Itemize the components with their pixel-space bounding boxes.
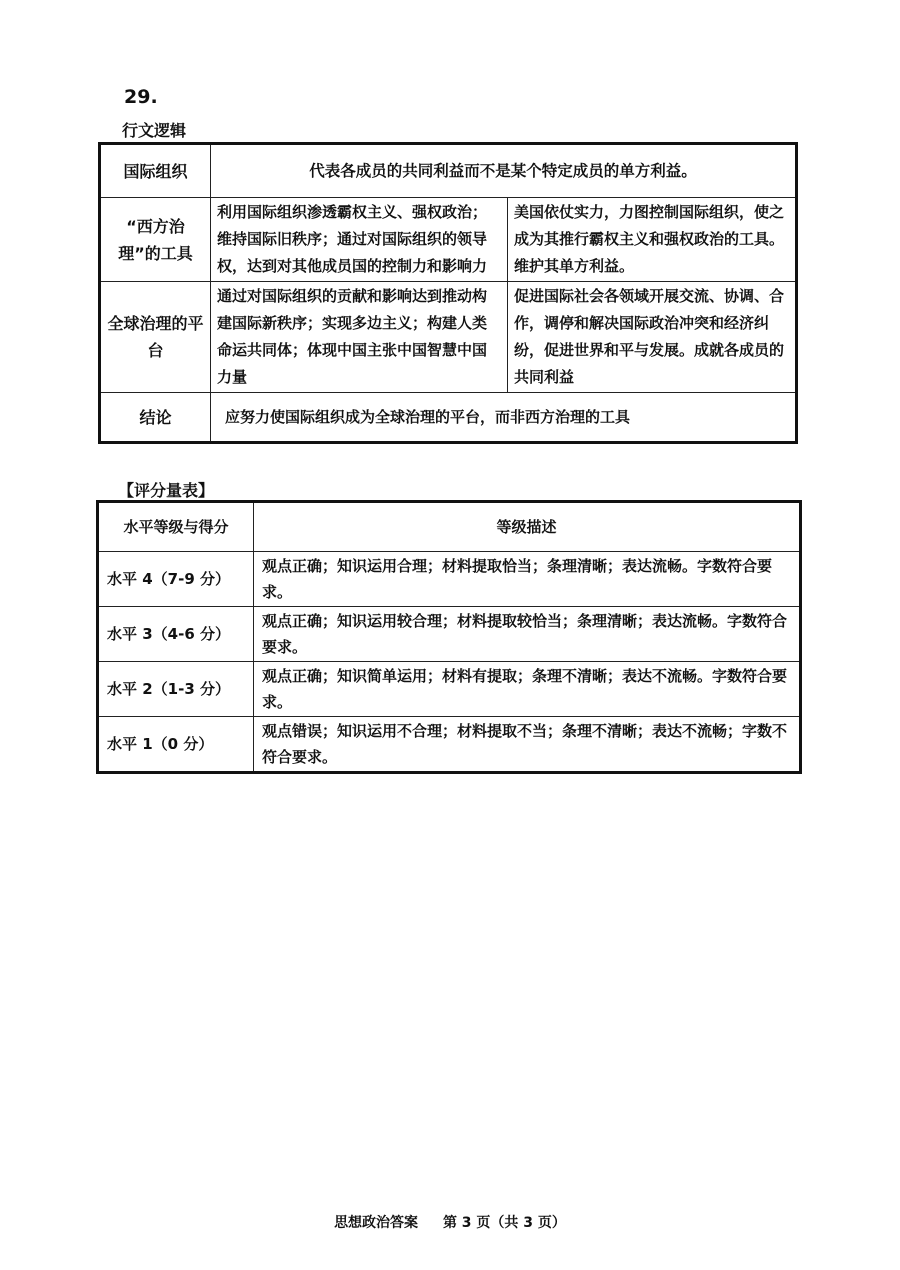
page-footer	[0, 1212, 900, 1232]
table-header-row	[98, 502, 801, 552]
section-title-rubric: 【评分量表】	[118, 481, 215, 500]
row-left-text: 通过对国际组织的贡献和影响达到推动构建国际新秩序；实现多边主义；构建人类命运共同体；体现中国主张中国智慧中国力量	[211, 282, 508, 393]
level-cell: 水平 1（0 分）	[98, 717, 254, 773]
level-cell: 水平 4（7-9 分）	[98, 552, 254, 607]
table-row	[100, 198, 797, 282]
desc-cell: 观点正确；知识运用较合理；材料提取较恰当；条理清晰；表达流畅。字数符合要求。	[254, 607, 801, 662]
row-left-text: 利用国际组织渗透霸权主义、强权政治；维持国际旧秩序；通过对国际组织的领导权，达到对其他成员国的控制力和影响力	[211, 198, 508, 282]
section-title-logic: 行文逻辑	[122, 121, 187, 140]
table-row	[98, 717, 801, 773]
logic-table	[98, 142, 798, 444]
desc-cell: 观点正确；知识简单运用；材料有提取；条理不清晰；表达不流畅。字数符合要求。	[254, 662, 801, 717]
table-row	[98, 552, 801, 607]
row-right-text: 促进国际社会各领域开展交流、协调、合作，调停和解决国际政治冲突和经济纠纷，促进世界和平与发展。成就各成员的共同利益	[508, 282, 797, 393]
conclusion-text: 应努力使国际组织成为全球治理的平台，而非西方治理的工具	[211, 393, 797, 443]
row-header: 结论	[100, 393, 211, 443]
desc-cell: 观点错误；知识运用不合理；材料提取不当；条理不清晰；表达不流畅；字数不符合要求。	[254, 717, 801, 773]
table-row	[98, 607, 801, 662]
table-row	[100, 144, 797, 198]
table-row	[98, 662, 801, 717]
row-header: “西方治理”的工具	[100, 198, 211, 282]
footer-page-number: 第 3 页（共 3 页）	[442, 1215, 566, 1231]
column-header-desc: 等级描述	[254, 502, 801, 552]
row-right-text: 美国依仗实力，力图控制国际组织，使之成为其推行霸权主义和强权政治的工具。维护其单方利益。	[508, 198, 797, 282]
question-number: 29.	[124, 86, 158, 108]
column-header-level: 水平等级与得分	[98, 502, 254, 552]
row-header: 国际组织	[100, 144, 211, 198]
level-cell: 水平 2（1-3 分）	[98, 662, 254, 717]
row-text: 代表各成员的共同利益而不是某个特定成员的单方利益。	[211, 144, 797, 198]
score-table	[96, 500, 802, 774]
desc-cell: 观点正确；知识运用合理；材料提取恰当；条理清晰；表达流畅。字数符合要求。	[254, 552, 801, 607]
table-row	[100, 282, 797, 393]
table-row	[100, 393, 797, 443]
footer-subject: 思想政治答案	[334, 1215, 419, 1231]
level-cell: 水平 3（4-6 分）	[98, 607, 254, 662]
row-header: 全球治理的平台	[100, 282, 211, 393]
